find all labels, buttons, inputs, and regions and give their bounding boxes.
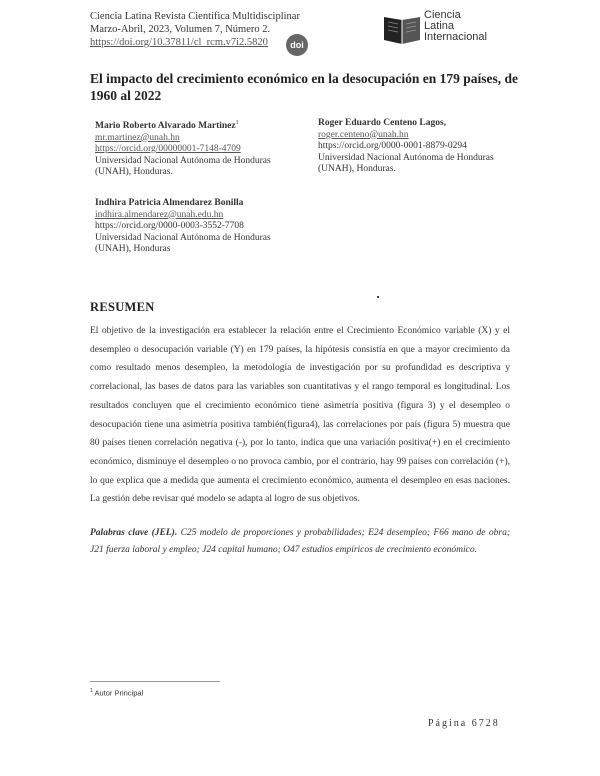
footnote [90,688,143,698]
stray-dot [377,296,379,298]
open-book-icon [382,14,422,46]
author-block [95,118,295,179]
doi-link[interactable]: https://doi.org/10.37811/cl_rcm.v7i2.5820 [90,37,268,48]
abstract-body: El objetivo de la investigación era establecer la relación entre el Crecimiento Económico variable (X) y el desempleo o desocupación variable (Y) en 179 países, la hipótesis consistía en que a mayor crecimiento da como resultado menos desempleo, la metodología de investigación por su profundidad es descriptiva y correlacional, las bases de datos para las variables son cuantitativas y el rango temporal es longitudinal. Los resultados concluyen que el crecimiento económico tiene asimetría positiva (figura 3) y el desempleo o desocupación tiene una asimetría positiva también(figura4), las correlaciones por país (figura 5) muestra que 80 países tienen correlación negativa (-), por lo tanto, indica que una variación positiva(+) en el crecimiento económico, disminuye el desempleo o no provoca cambio, por el contrario, hay 99 países con correlación (+), lo que explica que a medida que aumenta el crecimiento económico, aumenta el desempleo en esas naciones. La gestión debe revisar qué modelo se adapta al logro de sus objetivos. [90,326,510,505]
author-affiliation-country: (UNAH), Honduras. [95,167,173,178]
author-block [95,198,295,256]
footnote-text: Autor Principal [92,688,144,698]
page-header [90,10,520,54]
abstract-heading: RESUMEN [90,300,155,314]
footnote-divider [90,681,220,682]
logo-line-3: Internacional [424,31,487,43]
author-email[interactable]: mr.martinez@unah.hn [95,132,180,143]
keywords-label: Palabras clave (JEL). [90,528,178,538]
author-affiliation: Universidad Nacional Autónoma de Honduras [95,232,271,243]
author-email[interactable]: roger.centeno@unah.hn [318,129,409,140]
author-name: Roger Eduardo Centeno Lagos, [318,118,447,128]
author-orcid[interactable]: https://orcid.org/0000-0003-3552-7708 [95,221,244,231]
journal-issue: Marzo-Abril, 2023, Volumen 7, Número 2. [90,24,271,35]
author-email[interactable]: indhira.almendarez@unah.edu.hn [95,209,224,220]
author-affiliation: Universidad Nacional Autónoma de Honduras [95,155,271,166]
footnote-marker: 1 [90,688,93,694]
doi-icon: doi [286,34,308,56]
author-affiliation: Universidad Nacional Autónoma de Honduras [318,152,494,163]
author-footnote-marker: 1 [235,120,239,126]
author-affiliation-country: (UNAH), Honduras [95,244,171,254]
author-name: Mario Roberto Alvarado Martinez$^1$ [95,120,239,132]
paper-title: El impacto del crecimiento económico en la desocupación en 179 países, de 1960 al 2022 [90,71,518,103]
page-number: Página 6728 [428,718,500,729]
journal-logo [382,10,522,50]
journal-info [90,10,300,49]
author-orcid[interactable]: https://orcid.org/0000-0001-8879-0294 [318,141,467,151]
author-orcid[interactable]: https://orcid.org/00000001-7148-4709 [95,144,241,155]
author-block [318,118,518,176]
keywords-text: C25 modelo de proporciones y probabilidades; E24 desempleo; F66 mano de obra; J21 fuerza laboral y empleo; J24 capital humano; O47 estudios empíricos de crecimiento económico. [90,528,511,555]
logo-line-1: Ciencia [424,9,461,21]
logo-line-2: Latina [424,20,454,32]
author-name: Indhira Patricia Almendarez Bonilla [95,198,244,208]
author-affiliation-country: (UNAH), Honduras. [318,164,396,174]
logo-text [424,10,487,43]
journal-name: Ciencia Latina Revista Científica Multidisciplinar [90,11,300,22]
keywords [90,525,510,559]
